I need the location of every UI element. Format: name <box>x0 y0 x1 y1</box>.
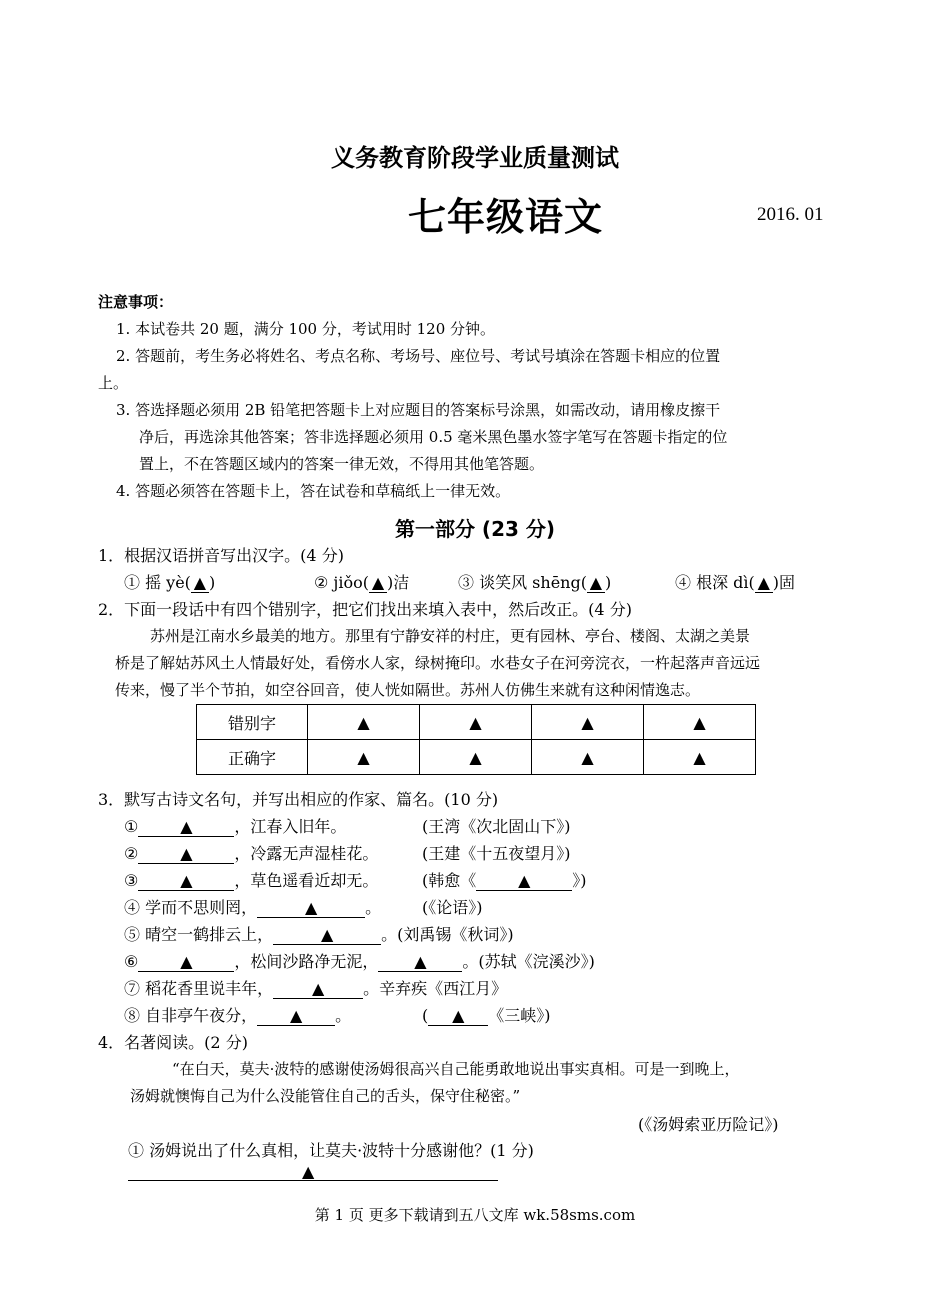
q1-d-blank[interactable]: ▲ <box>755 574 773 593</box>
exam-title: 义务教育阶段学业质量测试 <box>331 144 619 172</box>
exam-date: 2016. 01 <box>757 204 824 225</box>
table-row <box>197 705 756 740</box>
q1-stem: 1．根据汉语拼音写出汉字。(4 分) <box>98 546 344 565</box>
q3-source-4: (《论语》) <box>422 898 483 917</box>
q4-stem: 4．名著阅读。(2 分) <box>98 1033 248 1052</box>
q2-stem: 2．下面一段话中有四个错别字，把它们找出来填入表中，然后改正。(4 分) <box>98 600 632 619</box>
notice-item-3-cont1: 净后，再选涂其他答案；答非选择题必须用 0.5 毫米黑色墨水签字笔写在答题卡指定的位 <box>139 428 728 446</box>
q3-line-5: ⑤ 晴空一鹤排云上， ▲ 。(刘禹锡《秋词》) <box>124 925 514 944</box>
q4-quote-line1: “在白天，莫夫·波特的感谢使汤姆很高兴自己能勇敢地说出事实真相。可是一到晚上， <box>172 1060 740 1078</box>
notice-item-1: 1. 本试卷共 20 题，满分 100 分，考试用时 120 分钟。 <box>116 320 496 338</box>
q1-item-b: ② jiǒo( ▲ )洁 <box>314 573 410 592</box>
q3-source-1: (王湾《次北固山下》) <box>422 817 571 836</box>
q3-line-7: ⑦ 稻花香里说丰年， ▲ 。辛弃疾《西江月》 <box>124 979 508 998</box>
q1-b-blank[interactable]: ▲ <box>369 574 387 593</box>
q3-source-3: (韩愈《 ▲ 》) <box>422 871 587 890</box>
subject-title: 七年级语文 <box>408 195 604 239</box>
notice-item-2: 2. 答题前，考生务必将姓名、考点名称、考场号、座位号、考试号填涂在答题卡相应的位置 <box>116 347 721 365</box>
q4-quote-line2: 汤姆就懊悔自己为什么没能管住自己的舌头，保守住秘密。” <box>130 1087 521 1105</box>
q3-blank-7[interactable]: ▲ <box>273 980 363 999</box>
q1-c-blank[interactable]: ▲ <box>587 574 605 593</box>
wrong-char-cell[interactable]: ▲ <box>420 705 532 740</box>
notice-item-2-cont: 上。 <box>98 374 129 392</box>
q3-line-3: ③ ▲ ，草色遥看近却无。 <box>124 871 379 890</box>
q2-paragraph-line2: 桥是了解姑苏风土人情最好处，看傍水人家，绿树掩印。水巷女子在河旁浣衣，一杵起落声音远远 <box>115 654 761 672</box>
correct-char-cell[interactable]: ▲ <box>532 740 644 775</box>
q3-blank-8[interactable]: ▲ <box>257 1007 335 1026</box>
q3-blank-8-author[interactable]: ▲ <box>428 1007 488 1026</box>
q3-line-6: ⑥ ▲ ，松间沙路净无泥， ▲ 。(苏轼《浣溪沙》) <box>124 952 595 971</box>
notice-item-3: 3. 答选择题必须用 2B 铅笔把答题卡上对应题目的答案标号涂黑，如需改动，请用橡皮擦干 <box>116 401 721 419</box>
q2-paragraph-line3: 传来，慢了半个节拍，如空谷回音，使人恍如隔世。苏州人仿佛生来就有这种闲情逸志。 <box>115 681 701 699</box>
q1-item-d: ④ 根深 dì( ▲ )固 <box>675 573 796 592</box>
row-label-correct: 正确字 <box>197 740 308 775</box>
notice-heading: 注意事项： <box>98 293 174 311</box>
wrong-char-cell[interactable]: ▲ <box>644 705 756 740</box>
q4-answer-marker[interactable]: ▲ <box>302 1162 315 1181</box>
q3-source-8: ( ▲ 《三峡》) <box>422 1006 551 1025</box>
wrong-char-cell[interactable]: ▲ <box>532 705 644 740</box>
q1-item-c: ③ 谈笑风 shēng( ▲ ) <box>458 573 612 592</box>
q4-answer-line[interactable] <box>128 1180 498 1181</box>
q1-item-a: ① 摇 yè( ▲ ) <box>124 573 216 592</box>
q3-blank-3[interactable]: ▲ <box>138 872 234 891</box>
q3-blank-6b[interactable]: ▲ <box>378 953 462 972</box>
table-row <box>197 740 756 775</box>
q3-stem: 3．默写古诗文名句，并写出相应的作家、篇名。(10 分) <box>98 790 499 809</box>
q3-line-8: ⑧ 自非亭午夜分， ▲ 。 <box>124 1006 352 1025</box>
wrong-char-cell[interactable]: ▲ <box>308 705 420 740</box>
correct-char-cell[interactable]: ▲ <box>644 740 756 775</box>
page-footer: 第 1 页 更多下载请到五八文库 wk.58sms.com <box>314 1206 636 1224</box>
q4-book-source: (《汤姆索亚历险记》) <box>638 1115 779 1134</box>
q3-blank-3-title[interactable]: ▲ <box>476 872 572 891</box>
q1-a-blank[interactable]: ▲ <box>191 574 209 593</box>
q3-source-2: (王建《十五夜望月》) <box>422 844 571 863</box>
notice-item-3-cont2: 置上，不在答题区域内的答案一律无效，不得用其他笔答题。 <box>139 455 545 473</box>
q3-line-1: ① ▲ ，江春入旧年。 <box>124 817 347 836</box>
correct-char-cell[interactable]: ▲ <box>420 740 532 775</box>
q2-answer-table <box>196 704 756 775</box>
q3-blank-4[interactable]: ▲ <box>257 899 365 918</box>
q3-blank-2[interactable]: ▲ <box>138 845 234 864</box>
q3-line-2: ② ▲ ，冷露无声湿桂花。 <box>124 844 379 863</box>
q4-sub-question-1: ① 汤姆说出了什么真相，让莫夫·波特十分感谢他？(1 分) <box>128 1141 534 1160</box>
q3-line-4: ④ 学而不思则罔， ▲ 。 <box>124 898 382 917</box>
q3-blank-1[interactable]: ▲ <box>138 818 234 837</box>
row-label-wrong: 错别字 <box>197 705 308 740</box>
q3-blank-6a[interactable]: ▲ <box>138 953 234 972</box>
q2-paragraph-line1: 苏州是江南水乡最美的地方。那里有宁静安祥的村庄，更有园林、亭台、楼阁、太湖之美景 <box>150 627 751 645</box>
notice-item-4: 4. 答题必须答在答题卡上，答在试卷和草稿纸上一律无效。 <box>116 482 511 500</box>
q3-blank-5[interactable]: ▲ <box>273 926 381 945</box>
part-one-heading: 第一部分 (23 分) <box>394 517 556 541</box>
correct-char-cell[interactable]: ▲ <box>308 740 420 775</box>
